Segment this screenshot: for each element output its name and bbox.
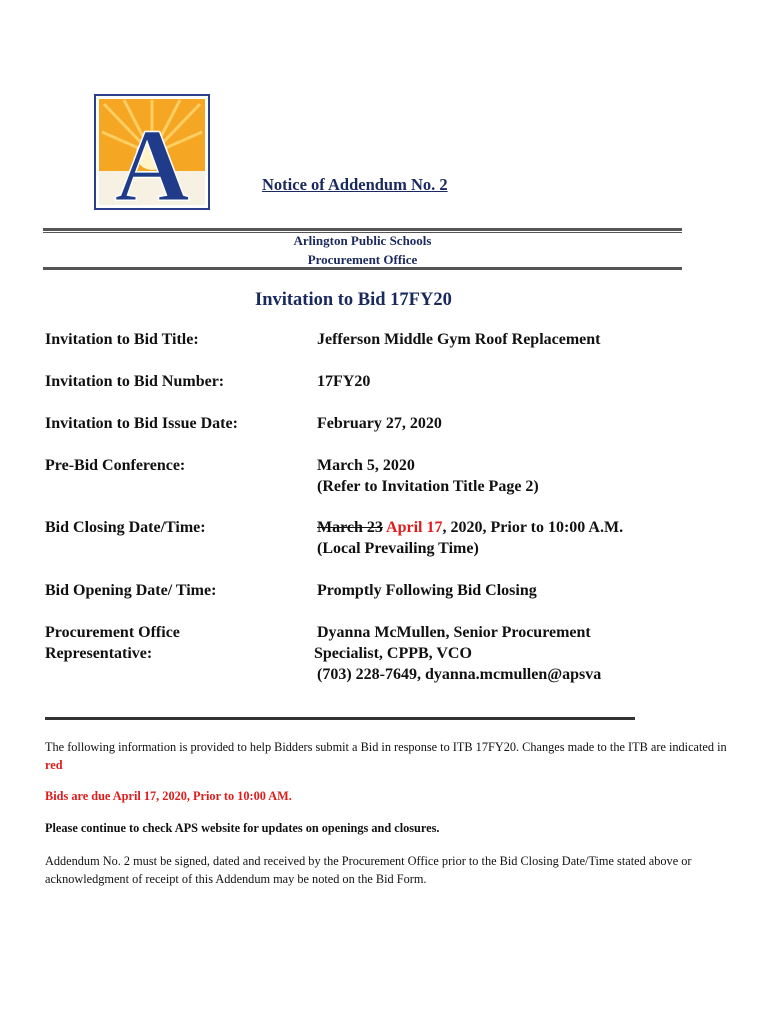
title-value [317, 329, 601, 350]
opening-value-text: Promptly Following Bid Closing [317, 582, 537, 599]
svg-text:A: A [114, 108, 190, 210]
title-label: Invitation to Bid Title: [45, 331, 199, 348]
intro-paragraph [45, 738, 735, 774]
rep-title: Specialist, CPPB, VCO [314, 645, 472, 662]
header-rule-bottom [43, 267, 682, 270]
prebid-value [317, 455, 539, 497]
closing-label: Bid Closing Date/Time: [45, 519, 206, 536]
intro-red-word: red [45, 758, 63, 772]
website-notice: Please continue to check APS website for updates on openings and closures. [45, 821, 440, 835]
issue-date-label: Invitation to Bid Issue Date: [45, 415, 238, 432]
closing-rest: , 2020, Prior to 10:00 A.M. [442, 519, 624, 536]
closing-old-date: March 23 [317, 519, 383, 536]
number-label: Invitation to Bid Number: [45, 373, 225, 390]
prebid-date: March 5, 2020 [317, 457, 415, 474]
issue-date-value-text: February 27, 2020 [317, 415, 442, 432]
closing-new-date: April 17 [386, 519, 443, 536]
opening-label: Bid Opening Date/ Time: [45, 582, 217, 599]
due-date-notice: Bids are due April 17, 2020, Prior to 10:00 AM. [45, 789, 292, 803]
rep-value [314, 622, 602, 685]
opening-value [317, 580, 537, 601]
closing-timezone: (Local Prevailing Time) [317, 540, 479, 557]
section-divider [45, 717, 635, 720]
org-office: Procurement Office [307, 252, 418, 267]
number-value [317, 371, 370, 392]
intro-text: The following information is provided to help Bidders submit a Bid in response to ITB 17FY20. Changes made to the ITB are indicated in [45, 740, 727, 754]
itb-heading: Invitation to Bid 17FY20 [255, 290, 452, 310]
acknowledgment-paragraph: Addendum No. 2 must be signed, dated and received by the Procurement Office prior to the Bid Closing Date/Time stated above or acknowledgment of receipt of this Addendum may be noted on the Bid Form. [45, 854, 692, 886]
rep-label: Procurement Office Representative: [45, 624, 180, 662]
notice-title: Notice of Addendum No. 2 [262, 175, 448, 194]
issue-date-value [317, 413, 442, 434]
aps-logo-icon [94, 94, 210, 210]
closing-date-line [317, 517, 623, 538]
title-value-text: Jefferson Middle Gym Roof Replacement [317, 331, 601, 348]
org-name: Arlington Public Schools [293, 233, 432, 248]
rep-contact: (703) 228-7649, dyanna.mcmullen@apsva [317, 666, 602, 683]
prebid-note: (Refer to Invitation Title Page 2) [317, 478, 539, 495]
rep-name: Dyanna McMullen, Senior Procurement [317, 624, 591, 641]
number-value-text: 17FY20 [317, 373, 371, 390]
closing-value [317, 517, 623, 559]
prebid-label: Pre-Bid Conference: [45, 457, 186, 474]
